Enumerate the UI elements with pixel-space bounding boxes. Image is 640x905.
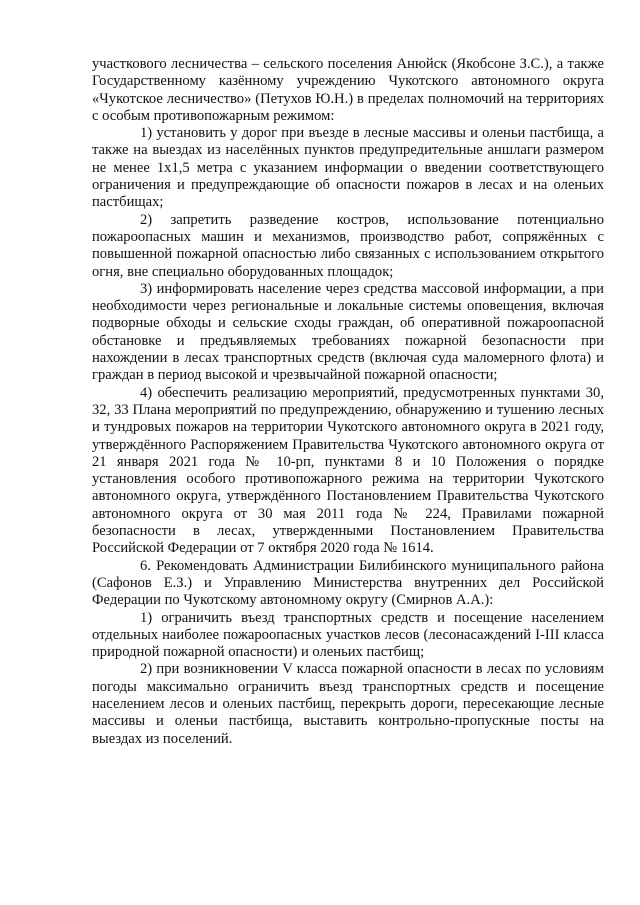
paragraph-section-6-item-1-limit-entry: 1) ограничить въезд транспортных средств и посещение населением отдельных наиболее пожароопасных участков лесов (лесонасаждений I-III класса природной пожарной опасности) и оленьих пастбищ;	[92, 609, 604, 661]
paragraph-item-2-prohibit-fires: 2) запретить разведение костров, использование потенциально пожароопасных машин и механизмов, производство работ, сопряжённых с повышенной пожарной опасностью либо связанных с использованием открытого огня, вне специально оборудованных площадок;	[92, 211, 604, 280]
paragraph-item-4-ensure-measures: 4) обеспечить реализацию мероприятий, предусмотренных пунктами 30, 32, 33 Плана мероприятий по предупреждению, обнаружению и тушению лесных и тундровых пожаров на территории Чукотского автономного округа в 2021 году, утверждённого Распоряжением Правительства Чукотского автономного округа от 21 января 2021 года № 10-рп, пунктами 8 и 10 Положения о порядке установления особого противопожарного режима на территории Чукотского автономного округа, утверждённого Постановлением Правительства Чукотского автономного округа от 30 мая 2011 года № 224, Правилами пожарной безопасности в лесах, утвержденными Постановлением Правительства Российской Федерации от 7 октября 2020 года № 1614.	[92, 384, 604, 557]
paragraph-section-6-item-2-checkpoints: 2) при возникновении V класса пожарной опасности в лесах по условиям погоды максимально ограничить въезд транспортных средств и посещение населением лесов и оленьих пастбищ, перекрыть дороги, пересекающие лесные массивы и оленьи пастбища, выставить контрольно-пропускные посты на выездах из поселений.	[92, 661, 604, 747]
paragraph-continuation-forestry: участкового лесничества – сельского поселения Анюйск (Якобсоне З.С.), а также Государственному казённому учреждению Чукотского автономного округа «Чукотское лесничество» (Петухов Ю.Н.) в пределах полномочий на территориях с особым противопожарным режимом:	[92, 56, 604, 124]
paragraph-section-6-recommend: 6. Рекомендовать Администрации Билибинского муниципального района (Сафонов Е.З.) и Управлению Министерства внутренних дел Российской Федерации по Чукотскому автономному округу (Смирнов А.А.):	[92, 557, 604, 609]
paragraph-item-3-inform-population: 3) информировать население через средства массовой информации, а при необходимости через региональные и локальные системы оповещения, включая подворные обходы и сельские сходы граждан, об оперативной пожароопасной обстановке и предъявляемых требованиях пожарной безопасности при нахождении в лесах транспортных средств (включая суда маломерного флота) и граждан в период высокой и чрезвычайной пожарной опасности;	[92, 280, 604, 384]
paragraph-item-1-warning-signs: 1) установить у дорог при въезде в лесные массивы и оленьи пастбища, а также на выездах из населённых пунктов предупредительные аншлаги размером не менее 1х1,5 метра с указанием информации о введении соответствующего ограничения и предупреждающие об опасности пожаров в лесах и на оленьих пастбищах;	[92, 125, 604, 211]
